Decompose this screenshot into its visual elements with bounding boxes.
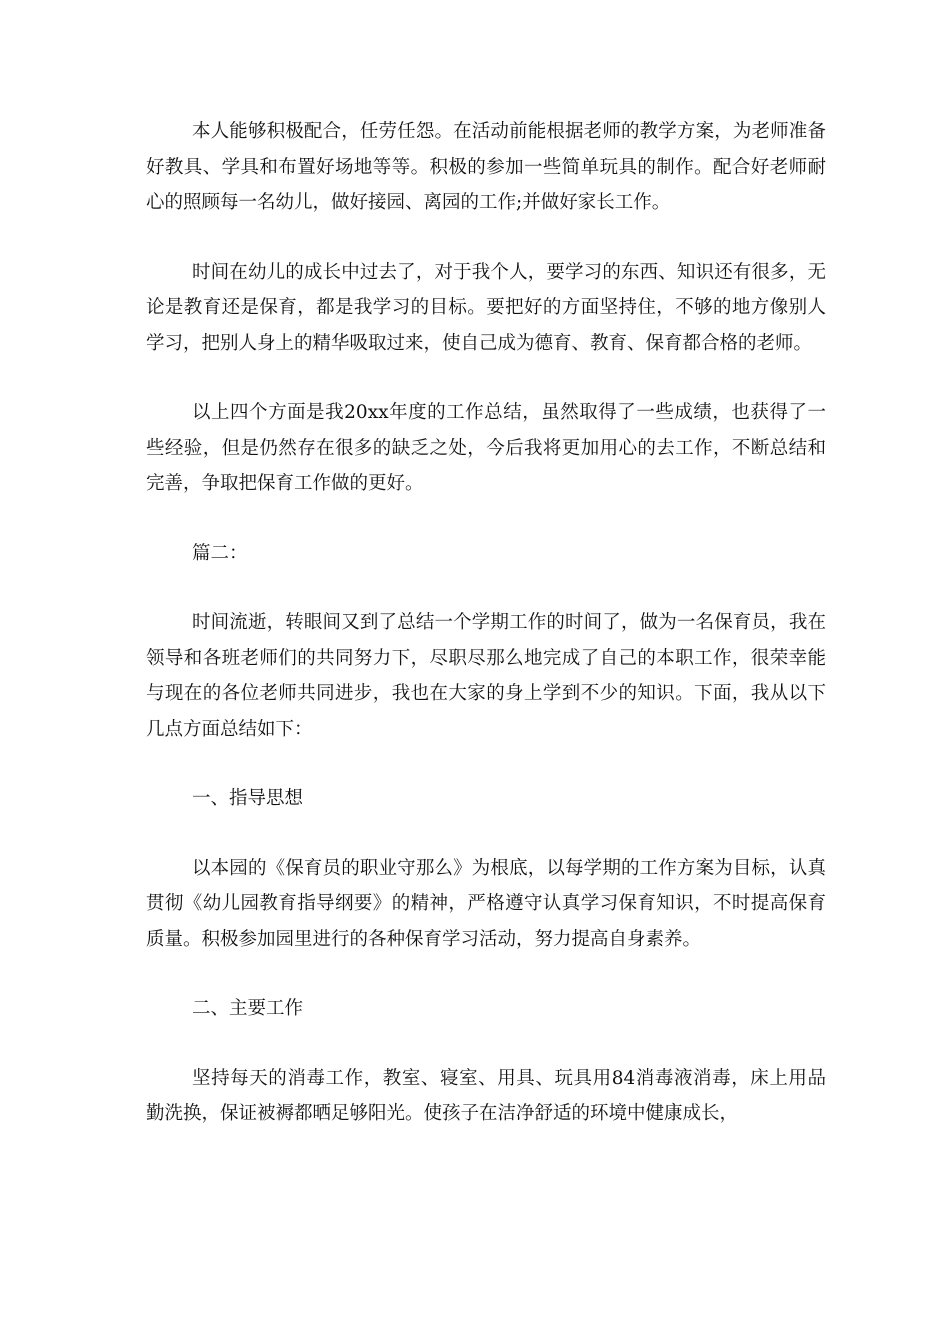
section-heading-part-two: 篇二：	[192, 542, 248, 564]
section-heading-guiding-thought: 一、指导思想	[192, 788, 304, 809]
paragraph-learning: 时间在幼儿的成长中过去了，对于我个人，要学习的东西、知识还有很多，无论是教育还是保育，都是我学习的目标。要把好的方面坚持住，不够的地方像别人学习，把别人身上的精华吸取过来，使自己成为德育、教育、保育都合格的老师。	[146, 261, 826, 354]
section-heading-main-work: 二、主要工作	[192, 998, 304, 1019]
paragraph-intro: 时间流逝，转眼间又到了总结一个学期工作的时间了，做为一名保育员，我在领导和各班老师们的共同努力下，尽职尽那么地完成了自己的本职工作，很荣幸能与现在的各位老师共同进步，我也在大家的身上学到不少的知识。下面，我从以下几点方面总结如下：	[146, 612, 826, 740]
paragraph-cooperation: 本人能够积极配合，任劳任怨。在活动前能根据老师的教学方案，为老师准备好教具、学具和布置好场地等等。积极的参加一些简单玩具的制作。配合好老师耐心的照顾每一名幼儿，做好接园、离园的工作;并做好家长工作。	[146, 121, 826, 213]
paragraph-main-work: 坚持每天的消毒工作，教室、寝室、用具、玩具用84消毒液消毒，床上用品勤洗换，保证被褥都晒足够阳光。使孩子在洁净舒适的环境中健康成长，	[146, 1067, 826, 1124]
paragraph-summary: 以上四个方面是我20xx年度的工作总结，虽然取得了一些成绩，也获得了一些经验，但是仍然存在很多的缺乏之处，今后我将更加用心的去工作，不断总结和完善，争取把保育工作做的更好。	[146, 402, 826, 494]
document-body	[146, 114, 826, 1166]
paragraph-guiding-thought: 以本园的《保育员的职业守那么》为根底，以每学期的工作方案为目标，认真贯彻《幼儿园教育指导纲要》的精神，严格遵守认真学习保育知识，不时提高保育质量。积极参加园里进行的各种保育学习活动，努力提高自身素养。	[146, 857, 826, 950]
